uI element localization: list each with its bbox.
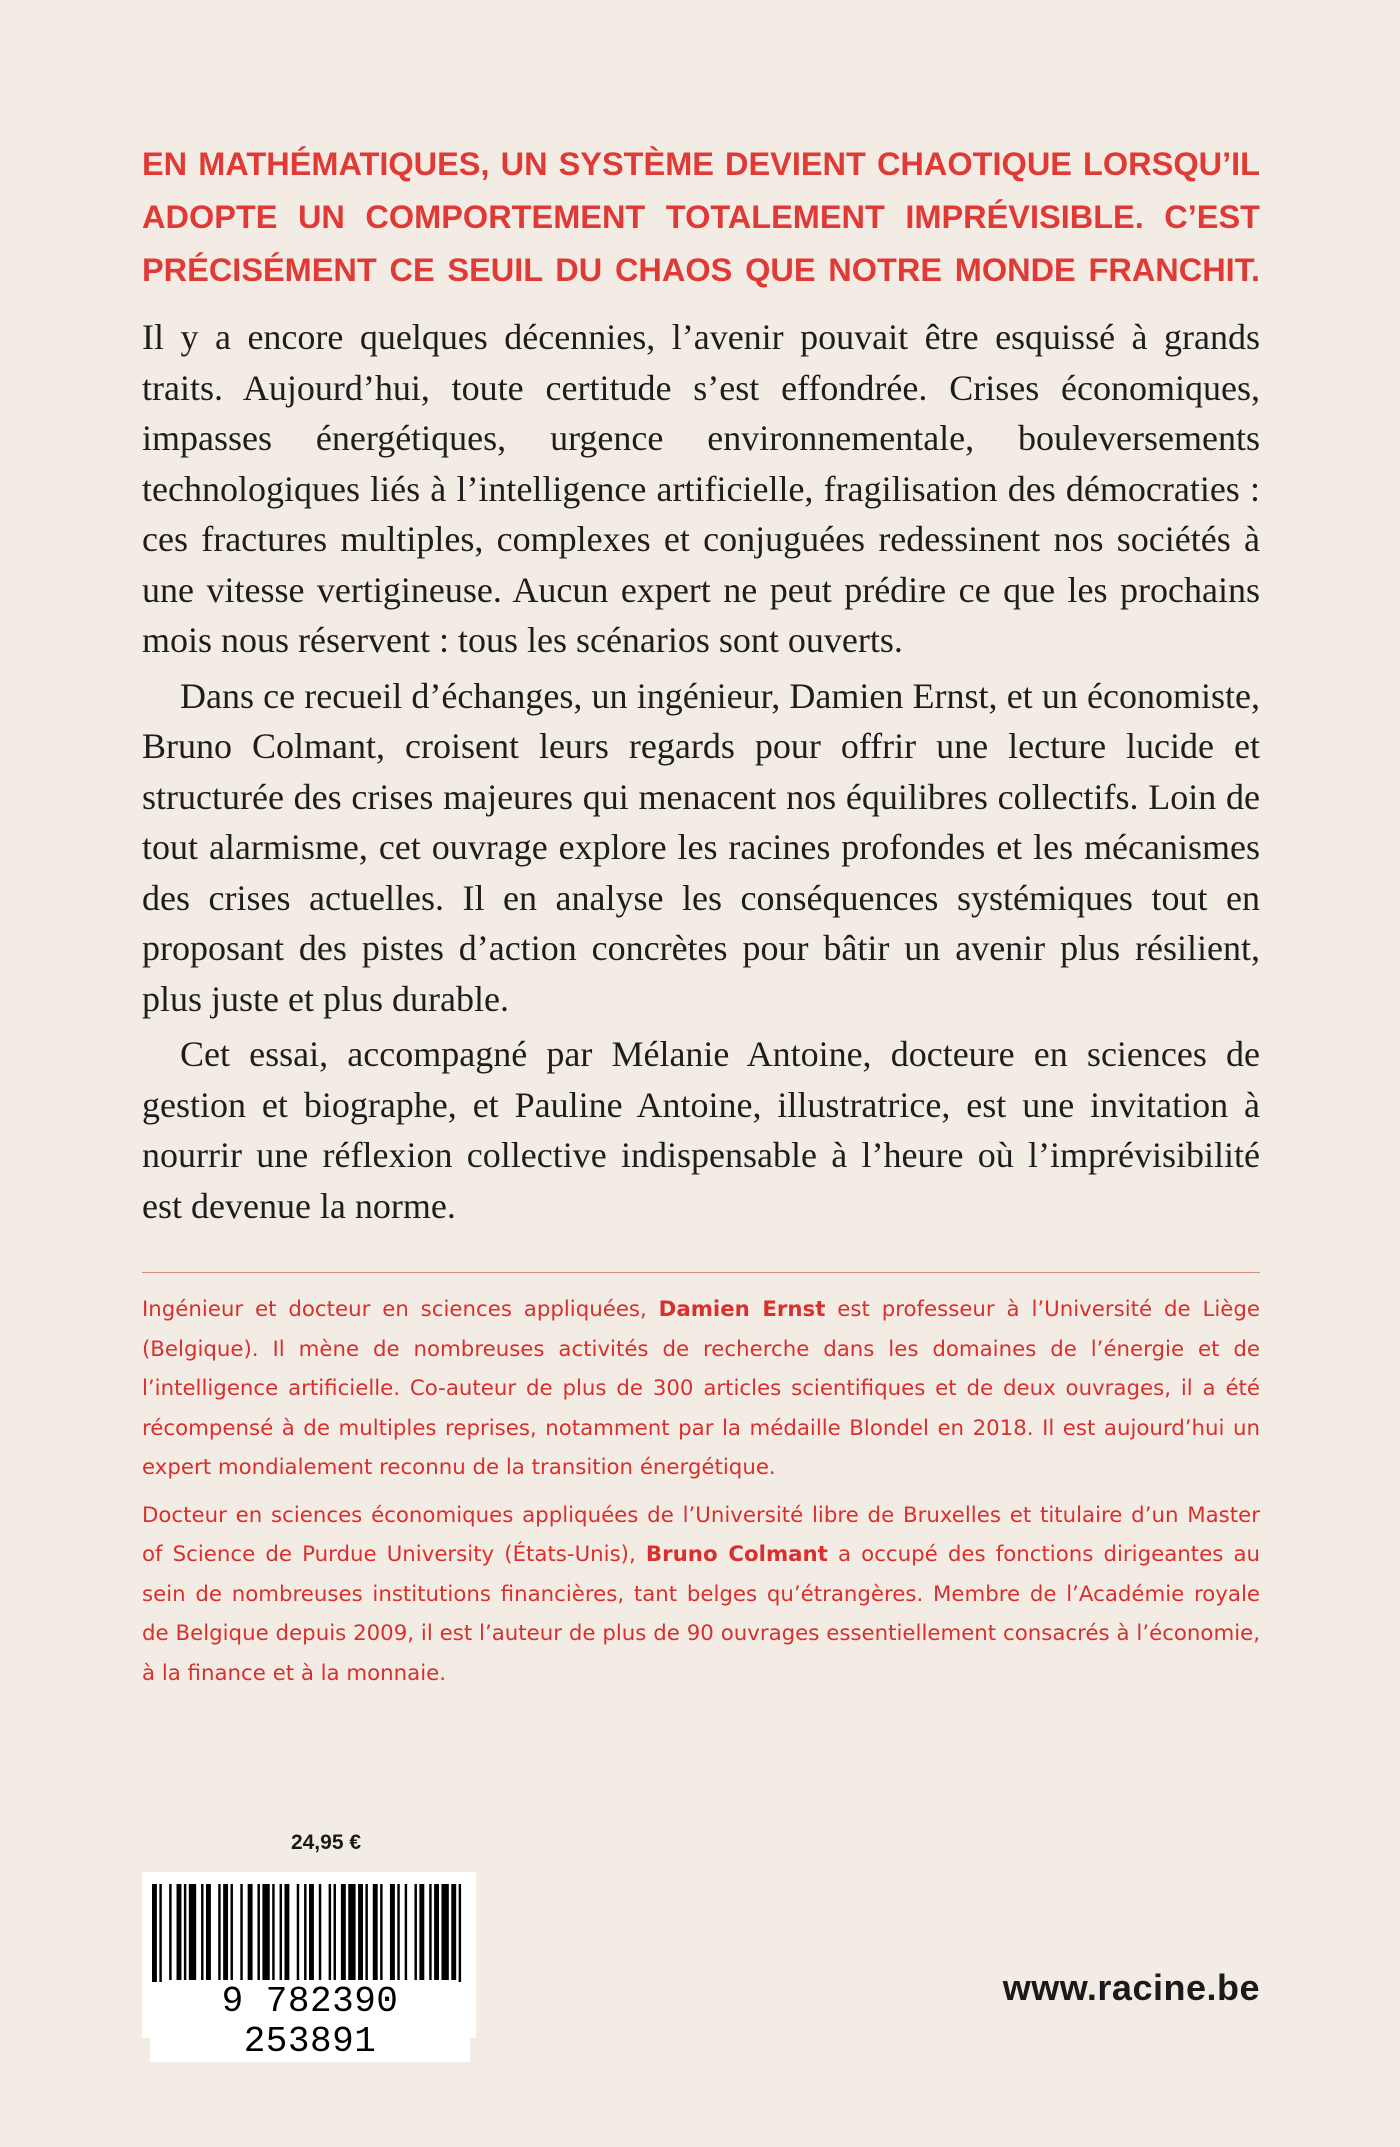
headline-line-3: PRÉCISÉMENT CE SEUIL DU CHAOS QUE NOTRE MONDE FRANCHIT.: [142, 252, 1260, 288]
author-bios: [142, 1290, 1260, 1701]
bio-colmant-intro: Docteur en sciences économiques appliquées de l’Université libre de Bruxelles et titulaire d’un Master of Science de Purdue University (États-Unis),: [142, 1502, 1260, 1567]
author-name-colmant: Bruno Colmant: [645, 1542, 828, 1567]
barcode-bar: [177, 1884, 182, 1980]
barcode-bar: [380, 1884, 382, 1980]
barcode-bar: [262, 1884, 269, 1980]
bio-ernst-intro: Ingénieur et docteur en sciences appliquées,: [142, 1297, 659, 1322]
barcode-bar: [169, 1884, 171, 1980]
barcode-bar: [257, 1884, 259, 1980]
barcode-bar: [280, 1884, 282, 1980]
barcode-bars: [152, 1884, 466, 1988]
headline-line-2: ADOPTE UN COMPORTEMENT TOTALEMENT IMPRÉVISIBLE. C’EST: [142, 199, 1260, 235]
barcode-bar: [240, 1884, 242, 1980]
barcode-bar: [341, 1884, 346, 1980]
barcode-bar: [304, 1884, 306, 1980]
barcode-bar: [206, 1884, 211, 1980]
barcode-bar: [373, 1884, 378, 1980]
barcode-bar: [329, 1884, 331, 1980]
barcode-bar: [441, 1884, 448, 1980]
bio-damien-ernst: [142, 1290, 1260, 1488]
barcode-bar: [272, 1884, 274, 1980]
barcode-bar: [284, 1884, 289, 1980]
barcode-bar: [223, 1884, 228, 1980]
barcode-bar: [309, 1884, 314, 1980]
barcode-bar: [419, 1884, 424, 1980]
barcode-bar: [390, 1884, 395, 1980]
barcode: [142, 1872, 476, 2062]
price-label: 24,95 €: [290, 1831, 362, 1854]
barcode-bar: [201, 1884, 203, 1980]
blurb-paragraph-3: Cet essai, accompagné par Mélanie Antoine, docteure en sciences de gestion et biographe, et Pauline Antoine, illustratrice, est une invitation à nourrir une réflexion collective indispensable à l’heure où l’imprévisibilité est devenue la norme.: [142, 1034, 1260, 1226]
barcode-bar: [152, 1884, 157, 1988]
barcode-bar: [451, 1884, 456, 1980]
barcode-bar: [231, 1884, 233, 1980]
barcode-bar: [248, 1884, 253, 1980]
bio-bruno-colmant: [142, 1496, 1260, 1694]
barcode-bar: [365, 1884, 367, 1980]
blurb-paragraph-2: Dans ce recueil d’échanges, un ingénieur, Damien Ernst, et un économiste, Bruno Colmant, croisent leurs regards pour offrir une lecture lucide et structurée des crises majeures qui menacent nos équilibres collectifs. Loin de tout alarmisme, cet ouvrage explore les racines profondes et les mécanismes des crises actuelles. Il en analyse les conséquences systémiques tout en proposant des pistes d’action concrètes pour bâtir un avenir plus résilient, plus juste et plus durable.: [142, 675, 1260, 1019]
author-name-ernst: Damien Ernst: [658, 1297, 826, 1322]
barcode-bar: [397, 1884, 399, 1980]
barcode-bar: [414, 1884, 416, 1980]
barcode-bar: [348, 1884, 355, 1980]
barcode-bar: [459, 1884, 461, 1988]
barcode-bar: [358, 1884, 363, 1980]
barcode-bar: [184, 1884, 186, 1980]
bio-colmant-text: a occupé des fonctions dirigeantes au sein de nombreuses institutions financières, tant belges qu’étrangères. Membre de l’Académie royale de Belgique depuis 2009, il est l’auteur de plus de 90 ouvrages essentiellement consacrés à l’économie, à la finance et à la monnaie.: [142, 1542, 1260, 1686]
barcode-bar: [159, 1884, 161, 1988]
headline: [142, 138, 1260, 297]
publisher-website: www.racine.be: [1002, 1967, 1260, 2008]
barcode-bar: [319, 1884, 321, 1980]
barcode-bar: [334, 1884, 336, 1980]
barcode-bar: [434, 1884, 439, 1980]
barcode-bar: [218, 1884, 220, 1980]
barcode-bar: [297, 1884, 299, 1980]
isbn-number: 9 782390 253891: [150, 1982, 470, 2062]
back-cover: [142, 0, 1260, 2147]
blurb-paragraph-1: Il y a encore quelques décennies, l’avenir pouvait être esquissé à grands traits. Aujourd’hui, toute certitude s’est effondrée. Crises économiques, impasses énergétiques, urgence environnementale, bouleversements technologiques liés à l’intelligence artificielle, fragilisation des démocraties : ces fractures multiples, complexes et conjuguées redessinent nos sociétés à une vitesse vertigineuse. Aucun expert ne peut prédire ce que les prochains mois nous réservent : tous les scénarios sont ouverts.: [142, 317, 1260, 660]
barcode-bar: [405, 1884, 407, 1980]
bio-ernst-text: est professeur à l’Université de Liège (Belgique). Il mène de nombreuses activités de recherche dans les domaines de l’énergie et de l’intelligence artificielle. Co-auteur de plus de 300 articles scientifiques et de deux ouvrages, il a été récompensé à de multiples reprises, notamment par la médaille Blondel en 2018. Il est aujourd’hui un expert mondialement reconnu de la transition énergétique.: [142, 1297, 1260, 1480]
barcode-bar: [189, 1884, 196, 1980]
blurb: [142, 312, 1260, 1236]
barcode-bar: [429, 1884, 431, 1980]
section-divider: [142, 1272, 1260, 1273]
headline-line-1: EN MATHÉMATIQUES, UN SYSTÈME DEVIENT CHAOTIQUE LORSQU’IL: [142, 146, 1260, 182]
